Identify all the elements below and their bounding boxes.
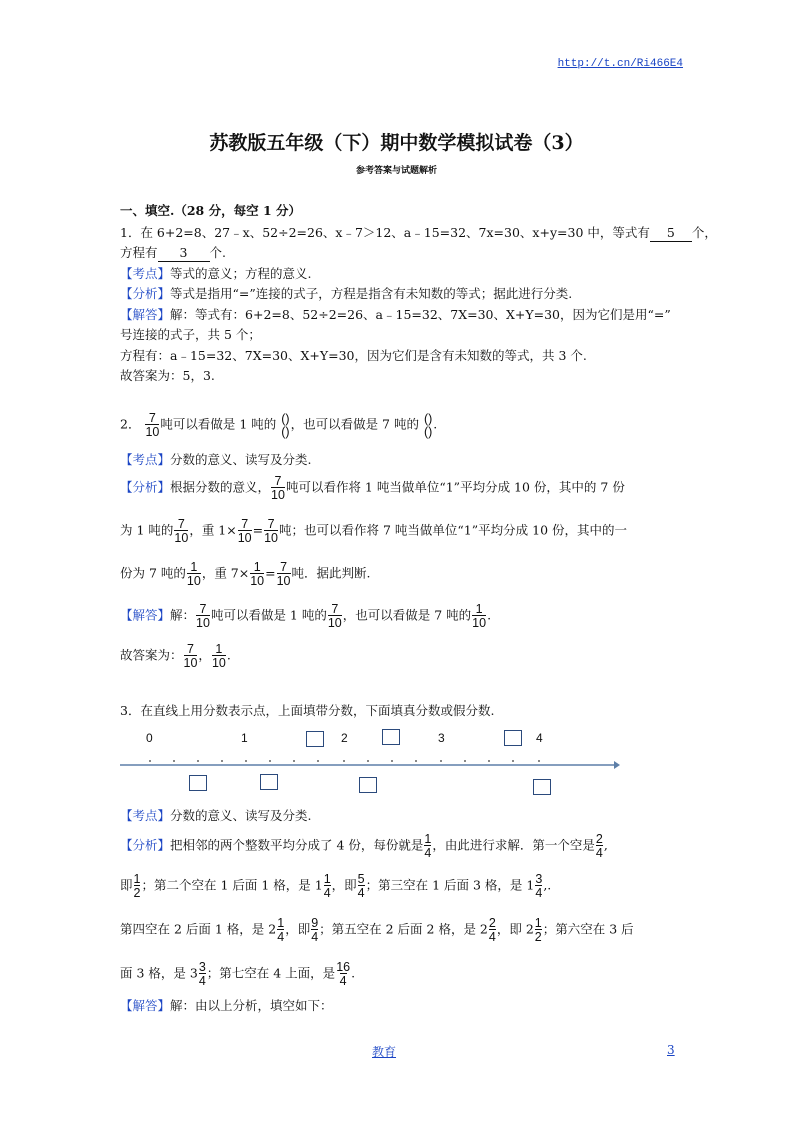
q1-jieda-text: 解：等式有：6+2=8、52÷2=26、a﹣15=32、7X=30、X+Y=30，因为它们是用“=” xyxy=(170,307,671,322)
denominator: 10 xyxy=(174,531,189,545)
text: ，重 7× xyxy=(201,565,250,581)
footer-link[interactable]: 教育 xyxy=(372,1045,397,1059)
denominator: 4 xyxy=(311,930,319,944)
q1-line1 xyxy=(120,225,717,242)
jieda-tag: 【解答】 xyxy=(120,998,171,1013)
q2-fenxi-3 xyxy=(120,561,371,587)
tick-label-0: 0 xyxy=(146,731,153,745)
numerator: 7 xyxy=(267,517,275,531)
q2-answer xyxy=(120,643,231,669)
q3-fenxi-2 xyxy=(120,873,551,899)
fraction xyxy=(472,603,486,629)
q1-answer-blank-2: 3 xyxy=(158,245,210,262)
text: 故答案为： xyxy=(120,647,183,663)
text: 份为 7 吨的 xyxy=(120,565,186,581)
fraction xyxy=(174,518,188,544)
text: , xyxy=(603,837,608,853)
text: 吨可以看做是 1 吨的 xyxy=(210,607,327,623)
q2-number: 2． xyxy=(120,416,141,432)
answer-box-lower[interactable] xyxy=(359,777,377,793)
numerator: () xyxy=(281,411,290,426)
numerator: 2 xyxy=(595,832,603,846)
text: . xyxy=(226,647,231,663)
numerator: 1 xyxy=(534,916,542,930)
q3-stem: 3．在直线上用分数表示点，上面填带分数，下面填真分数或假分数. xyxy=(120,703,495,718)
kaodian-tag: 【考点】 xyxy=(120,266,171,281)
text: 根据分数的意义， xyxy=(170,479,271,495)
blank-fraction xyxy=(281,413,289,438)
numerator: 5 xyxy=(357,872,365,886)
fraction xyxy=(358,873,365,899)
tick-label-1: 1 xyxy=(241,731,248,745)
q1-fenxi xyxy=(120,286,572,302)
numerator: 7 xyxy=(331,602,339,616)
denominator: () xyxy=(423,424,433,439)
denominator: 4 xyxy=(323,886,331,900)
text: ，由此进行求解．第一个空是 xyxy=(432,837,595,853)
jieda-tag: 【解答】 xyxy=(120,607,171,623)
kaodian-tag: 【考点】 xyxy=(120,808,171,823)
arrow-head-icon xyxy=(614,761,620,769)
numerator: 2 xyxy=(488,916,496,930)
numerator: 1 xyxy=(277,916,285,930)
text: ,. xyxy=(543,877,552,893)
denominator: 4 xyxy=(595,846,603,860)
text: 把相邻的两个整数平均分成了 4 份，每份就是 xyxy=(170,837,424,853)
denominator: 10 xyxy=(327,616,342,630)
text: 吨；也可以看作将 7 吨当做单位“1”平均分成 10 份，其中的一 xyxy=(279,522,628,538)
text: 解： xyxy=(170,607,196,623)
fraction xyxy=(277,561,291,587)
fraction xyxy=(596,833,603,859)
numerator: 3 xyxy=(535,872,543,886)
q3-fenxi-1 xyxy=(120,833,608,859)
q2-jieda xyxy=(120,603,491,629)
numerator: 1 xyxy=(215,642,223,656)
q1-text2-end: 个. xyxy=(209,245,226,260)
denominator: 4 xyxy=(339,974,347,988)
fraction xyxy=(134,873,141,899)
text: 吨．据此判断. xyxy=(291,565,371,581)
text: ；第七空在 4 上面，是 xyxy=(206,965,336,981)
q2-text: . xyxy=(433,416,438,432)
fenxi-tag: 【分析】 xyxy=(120,479,171,495)
numerator: 9 xyxy=(311,916,319,930)
denominator: 10 xyxy=(145,425,160,439)
q2-fenxi-2 xyxy=(120,518,627,544)
page-title: 苏教版五年级（下）期中数学模拟试卷（3） xyxy=(209,132,584,154)
fraction xyxy=(196,603,210,629)
fraction xyxy=(535,873,542,899)
text: = xyxy=(252,522,264,538)
answer-box-upper[interactable] xyxy=(306,731,324,747)
denominator: 4 xyxy=(277,930,285,944)
answer-box-lower[interactable] xyxy=(533,779,551,795)
numerator: 1 xyxy=(133,872,141,886)
q2-kaodian xyxy=(120,452,312,468)
text: 为 1 吨的 xyxy=(120,522,174,538)
fraction xyxy=(250,561,264,587)
section-heading: 一、填空.（28 分，每空 1 分） xyxy=(120,203,302,218)
numerator: 7 xyxy=(199,602,207,616)
q2-kaodian-text: 分数的意义、读写及分类. xyxy=(170,452,312,467)
q1-jieda-2: 号连接的式子，共 5 个； xyxy=(120,327,261,342)
q1-jieda xyxy=(120,307,671,323)
text: ，即 2 xyxy=(496,921,534,937)
q2-text: ，也可以看做是 7 吨的 xyxy=(290,416,419,432)
fraction xyxy=(238,518,252,544)
numerator: 7 xyxy=(177,517,185,531)
page-number: 3 xyxy=(667,1043,675,1057)
tick-label-3: 3 xyxy=(438,731,445,745)
fraction xyxy=(145,412,159,438)
numerator: 1 xyxy=(190,560,198,574)
header-url-link[interactable]: http://t.cn/Ri466E4 xyxy=(557,58,683,70)
q2-stem xyxy=(120,412,437,438)
numerator: 7 xyxy=(280,560,288,574)
q3-kaodian-text: 分数的意义、读写及分类. xyxy=(170,808,312,823)
fraction xyxy=(184,643,198,669)
denominator: 2 xyxy=(534,930,542,944)
denominator: 10 xyxy=(211,656,226,670)
answer-box-lower[interactable] xyxy=(189,775,207,791)
text: . xyxy=(487,607,492,623)
answer-box-upper[interactable] xyxy=(504,730,522,746)
denominator: 2 xyxy=(133,886,141,900)
numerator: 1 xyxy=(424,832,432,846)
numerator: 1 xyxy=(323,872,331,886)
fraction xyxy=(264,518,278,544)
denominator: 10 xyxy=(472,616,487,630)
q1-jieda-3: 方程有：a﹣15=32、7X=30、X+Y=30，因为它们是含有未知数的等式，共 3 个. xyxy=(120,348,587,363)
page-subtitle: 参考答案与试题解析 xyxy=(355,165,437,175)
denominator: 4 xyxy=(488,930,496,944)
denominator: 10 xyxy=(276,574,291,588)
denominator: 10 xyxy=(237,531,252,545)
kaodian-tag: 【考点】 xyxy=(120,452,171,467)
numerator: 7 xyxy=(274,474,282,488)
text: ，即 xyxy=(331,877,357,893)
tick-label-4: 4 xyxy=(536,731,543,745)
text: ；第五空在 2 后面 2 格，是 2 xyxy=(319,921,488,937)
numerator: () xyxy=(423,411,433,426)
fraction xyxy=(212,643,226,669)
denominator: 4 xyxy=(357,886,365,900)
jieda-tag: 【解答】 xyxy=(120,307,171,322)
fraction xyxy=(187,561,201,587)
text: ；第三空在 1 后面 3 格，是 1 xyxy=(365,877,535,893)
q1-fenxi-text: 等式是指用“=”连接的式子，方程是指含有未知数的等式；据此进行分类. xyxy=(170,286,573,301)
q3-kaodian xyxy=(120,808,312,824)
denominator: 10 xyxy=(271,488,285,502)
fraction xyxy=(328,603,342,629)
text: 面 3 格，是 3 xyxy=(120,965,198,981)
fraction xyxy=(277,917,284,943)
q1-text-end: 个， xyxy=(691,225,717,240)
q1-answer: 故答案为：5，3. xyxy=(120,368,215,383)
denominator: 10 xyxy=(264,531,279,545)
denominator: 4 xyxy=(424,846,432,860)
denominator: () xyxy=(281,424,290,439)
q3-fenxi-3 xyxy=(120,917,634,943)
fraction xyxy=(424,833,431,859)
q1-kaodian-text: 等式的意义；方程的意义. xyxy=(170,266,312,281)
text: ；第二个空在 1 后面 1 格，是 1 xyxy=(141,877,323,893)
q3-jieda-text: 解：由以上分析，填空如下： xyxy=(170,998,333,1013)
text: 第四空在 2 后面 1 格，是 2 xyxy=(120,921,277,937)
denominator: 10 xyxy=(183,656,198,670)
fenxi-tag: 【分析】 xyxy=(120,837,171,853)
denominator: 10 xyxy=(186,574,201,588)
q3-jieda xyxy=(120,998,333,1014)
fraction xyxy=(336,961,350,987)
numerator: 1 xyxy=(475,602,483,616)
fraction xyxy=(535,917,542,943)
numerator: 3 xyxy=(198,960,206,974)
answer-box-lower[interactable] xyxy=(260,774,278,790)
text: ；第六空在 3 后 xyxy=(542,921,634,937)
text: ，即 xyxy=(285,921,311,937)
q3-fenxi-4 xyxy=(120,961,355,987)
text: 即 xyxy=(120,877,133,893)
fraction xyxy=(311,917,318,943)
q1-line2 xyxy=(120,245,226,262)
q1-kaodian xyxy=(120,266,312,282)
q1-text2: 方程有 xyxy=(120,245,158,260)
q2-fenxi-1 xyxy=(120,475,625,501)
tick-label-2: 2 xyxy=(341,731,348,745)
fenxi-tag: 【分析】 xyxy=(120,286,171,301)
fraction xyxy=(271,475,285,501)
number-line xyxy=(120,755,620,775)
numerator: 1 xyxy=(253,560,261,574)
text: ， xyxy=(198,647,211,663)
text: ，重 1× xyxy=(189,522,237,538)
fraction xyxy=(489,917,496,943)
text: = xyxy=(265,565,276,581)
numerator: 7 xyxy=(241,517,249,531)
blank-fraction xyxy=(424,413,432,438)
numerator: 16 xyxy=(336,960,351,974)
numerator: 7 xyxy=(186,642,194,656)
q1-text: 1．在 6+2=8、27﹣x、52÷2=26、x﹣7＞12、a﹣15=32、7x=30、x+y=30 中，等式有 xyxy=(120,225,650,240)
q1-answer-blank: 5 xyxy=(650,225,692,242)
text: 吨可以看作将 1 吨当做单位“1”平均分成 10 份，其中的 7 份 xyxy=(285,479,625,495)
q2-text: 吨可以看做是 1 吨的 xyxy=(160,416,277,432)
fraction xyxy=(199,961,206,987)
denominator: 10 xyxy=(250,574,265,588)
denominator: 4 xyxy=(198,974,206,988)
denominator: 10 xyxy=(196,616,210,630)
text: . xyxy=(351,965,356,981)
fraction xyxy=(324,873,331,899)
numerator: 7 xyxy=(148,411,156,425)
denominator: 4 xyxy=(535,886,543,900)
text: ，也可以看做是 7 吨的 xyxy=(342,607,472,623)
number-line-figure xyxy=(120,725,620,797)
answer-box-upper[interactable] xyxy=(382,729,400,745)
